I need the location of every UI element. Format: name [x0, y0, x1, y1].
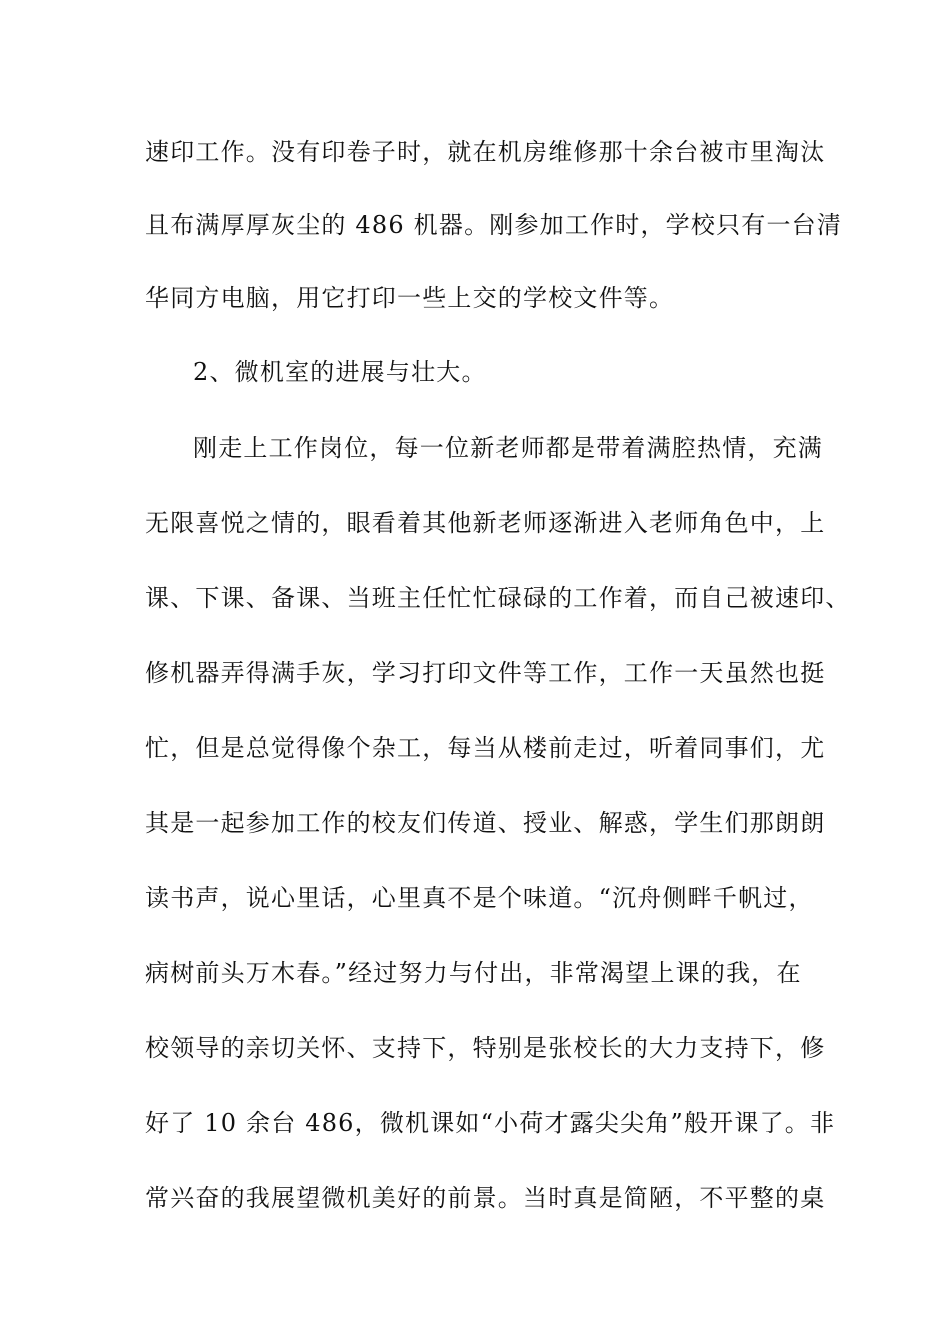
text-line-15: 常兴奋的我展望微机美好的前景。当时真是简陋，不平整的桌	[145, 1184, 826, 1212]
text-line-7: 课、下课、备课、当班主任忙忙碌碌的工作着，而自己被速印、	[145, 584, 851, 612]
section-heading: 2、微机室的进展与壮大。	[193, 358, 487, 386]
text-line-11: 读书声，说心里话，心里真不是个味道。“沉舟侧畔千帆过，	[145, 884, 814, 912]
text-line-10: 其是一起参加工作的校友们传道、授业、解惑，学生们那朗朗	[145, 809, 826, 837]
text-line-2: 且布满厚厚灰尘的 486 机器。刚参加工作时，学校只有一台清	[145, 211, 843, 239]
text-line-6: 无限喜悦之情的，眼看着其他新老师逐渐进入老师角色中，上	[145, 509, 826, 537]
text-line-5: 刚走上工作岗位，每一位新老师都是带着满腔热情，充满	[193, 434, 823, 462]
text-line-13: 校领导的亲切关怀、支持下，特别是张校长的大力支持下，修	[145, 1034, 826, 1062]
text-line-8: 修机器弄得满手灰，学习打印文件等工作，工作一天虽然也挺	[145, 659, 826, 687]
text-line-14: 好了 10 余台 486，微机课如“小荷才露尖尖角”般开课了。非	[145, 1109, 836, 1137]
text-line-12: 病树前头万木春。”经过努力与付出，非常渴望上课的我，在	[145, 959, 802, 987]
text-line-9: 忙，但是总觉得像个杂工，每当从楼前走过，听着同事们，尤	[145, 734, 826, 762]
text-line-1: 速印工作。没有印卷子时，就在机房维修那十余台被市里淘汰	[145, 138, 826, 166]
text-line-3: 华同方电脑，用它打印一些上交的学校文件等。	[145, 284, 675, 312]
